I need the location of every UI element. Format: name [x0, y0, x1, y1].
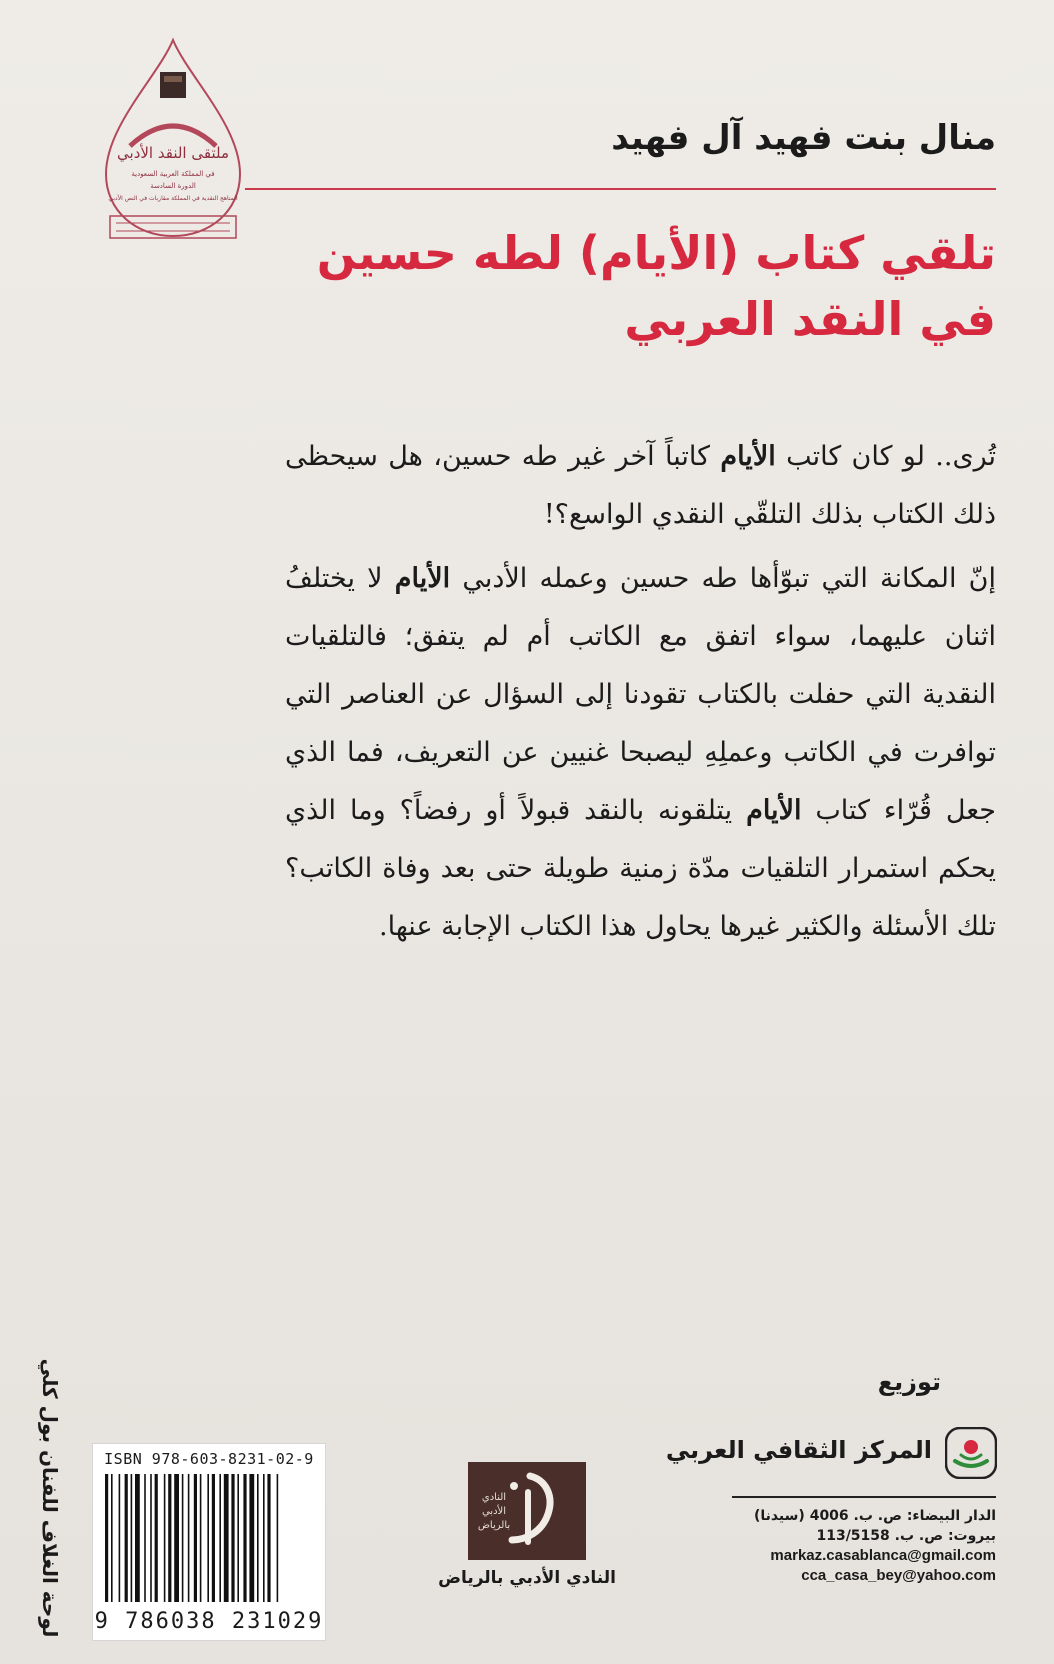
blurb-paragraph-2: إنّ المكانة التي تبوّأها طه حسين وعمله الأدبي الأيام لا يختلفُ اثنان عليهما، سواء اتفق مع الكاتب أم لم يتفق؛ فالتلقيات النقدية التي حفلت بالكتاب تقودنا إلى السؤال عن العناصر التي توافرت في الكاتب وعملِهِ ليصبحا غنيين عن التعريف، فما الذي جعل قُرّاء كتاب الأيام يتلقونه بالنقد قبولاً أو رفضاً؟ وما الذي يحكم استمرار التلقيات مدّة زمنية طويلة حتى بعد وفاة الكاتب؟ تلك الأسئلة والكثير غيرها يحاول هذا الكتاب الإجابة عنها. [285, 563, 997, 942]
barcode-bar [135, 1474, 140, 1602]
barcode-bar [200, 1474, 202, 1602]
author-name: منال بنت فهيد آل فهيد [611, 118, 996, 158]
address-beirut: بيروت: ص. ب. 113/5158 [816, 1528, 996, 1544]
barcode-bar [174, 1474, 179, 1602]
barcode-bar [249, 1474, 254, 1602]
barcode-bar [144, 1474, 146, 1602]
svg-text:النادي: النادي [481, 1492, 507, 1503]
barcode-bar [194, 1474, 197, 1602]
barcode-bar [111, 1474, 113, 1602]
barcode-bar [231, 1474, 234, 1602]
club-logo-icon [468, 1462, 586, 1560]
svg-text:بالرياض: بالرياض [477, 1520, 511, 1531]
title-line-1: تلقي كتاب (الأيام) لطه حسين [316, 226, 996, 280]
cover-art-credit: لوحة الغلاف للفنان بول كلي [38, 1358, 62, 1638]
distributor-contacts [696, 1506, 996, 1586]
barcode-bar [219, 1474, 221, 1602]
barcode-bar [224, 1474, 229, 1602]
title-divider [245, 188, 996, 190]
emblem-main-text: ملتقى النقد الأدبي [117, 144, 229, 162]
riyadh-literary-club-logo [468, 1462, 586, 1560]
isbn-digits: 9 786038 231029 [94, 1609, 324, 1634]
title-line-2: في النقد العربي [624, 292, 996, 346]
blurb-paragraph-1: تُرى.. لو كان كاتب الأيام كاتباً آخر غير طه حسين، هل سيحظى ذلك الكتاب بذلك التلقّي النقدي الواسع؟! [285, 441, 997, 530]
distributor-name: المركز الثقافي العربي [665, 1436, 932, 1464]
publisher-name: النادي الأدبي بالرياض [438, 1568, 616, 1588]
barcode-bar [119, 1474, 121, 1602]
barcode-bar [257, 1474, 259, 1602]
barcode-bar [188, 1474, 190, 1602]
barcode-bar [212, 1474, 215, 1602]
barcode-bar [277, 1474, 279, 1602]
barcode-bar [237, 1474, 239, 1602]
barcode-bar [263, 1474, 265, 1602]
isbn-label: ISBN 978-603-8231-02-9 [104, 1450, 314, 1468]
barcode-bar [155, 1474, 158, 1602]
svg-text:المناهج النقدية في المملكة مقا: المناهج النقدية في المملكة مقاربات في النص الأدبي [108, 195, 238, 202]
barcode-bar [164, 1474, 166, 1602]
svg-text:الدورة السادسة: الدورة السادسة [150, 182, 196, 190]
barcode-bar [131, 1474, 133, 1602]
barcode-bar [168, 1474, 171, 1602]
svg-text:الأدبي: الأدبي [481, 1506, 507, 1517]
isbn-barcode [92, 1443, 326, 1641]
barcode-bar [125, 1474, 128, 1602]
emblem-drop-icon [98, 36, 248, 246]
contact-divider [732, 1496, 996, 1498]
barcode-bar [207, 1474, 209, 1602]
cultural-center-logo-icon [945, 1427, 997, 1479]
barcode-bar [182, 1474, 184, 1602]
svg-text:في المملكة العربية السعودية: في المملكة العربية السعودية [131, 170, 215, 178]
email-2: cca_casa_bey@yahoo.com [801, 1567, 996, 1584]
distribution-label: توزيع [877, 1368, 941, 1396]
barcode-bar [243, 1474, 246, 1602]
barcode-bar [105, 1474, 108, 1602]
barcode-bars [103, 1474, 315, 1602]
email-1: markaz.casablanca@gmail.com [770, 1547, 996, 1564]
address-casablanca: الدار البيضاء: ص. ب. 4006 (سيدنا) [753, 1508, 996, 1524]
book-title [317, 220, 996, 352]
barcode-bar [267, 1474, 270, 1602]
conference-emblem [98, 36, 248, 246]
back-cover-blurb [285, 428, 996, 962]
barcode-bar [150, 1474, 152, 1602]
